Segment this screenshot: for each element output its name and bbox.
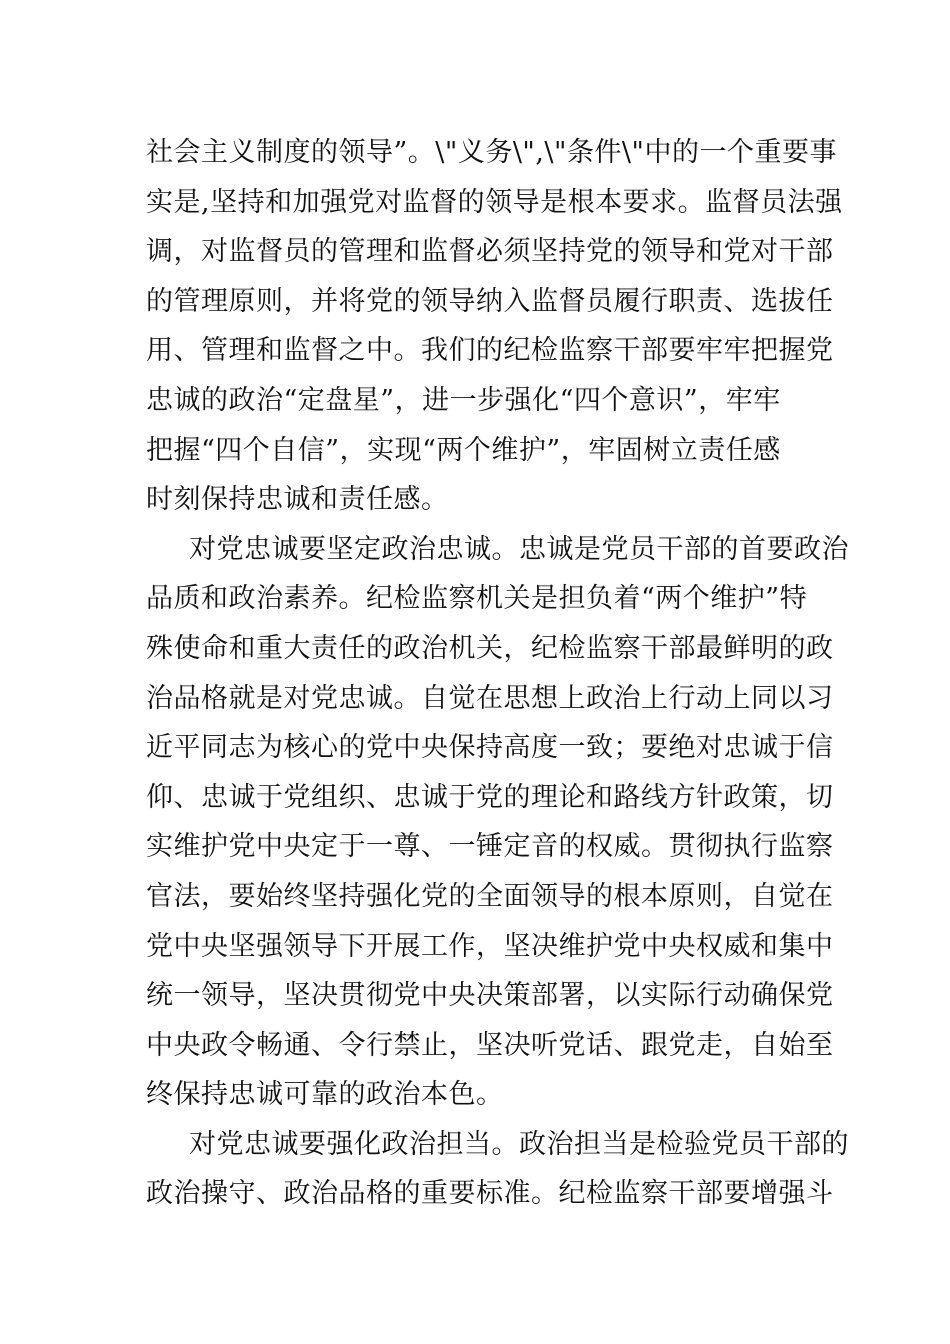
document-body <box>146 128 849 1219</box>
text-line: 统一领导，坚决贯彻党中央决策部署，以实际行动确保党 <box>146 980 834 1012</box>
text-line: 政治操守、政治品格的重要标准。纪检监察干部要增强斗 <box>146 1178 834 1210</box>
text-line: 近平同志为核心的党中央保持高度一致；要绝对忠诚于信 <box>146 732 834 764</box>
text-line: 调，对监督员的管理和监督必须坚持党的领导和党对干部 <box>146 236 834 268</box>
text-line: 官法，要始终坚持强化党的全面领导的根本原则，自觉在 <box>146 880 834 912</box>
text-line: 实维护党中央定于一尊、一锤定音的权威。贯彻执行监察 <box>146 831 834 863</box>
text-line: 时刻保持忠诚和责任感。 <box>146 484 449 516</box>
text-line: 对党忠诚要强化政治担当。政治担当是检验党员干部的 <box>189 1128 849 1160</box>
text-line: 社会主义制度的领导”。\"义务\",\"条件\"中的一个重要事 <box>146 137 837 168</box>
paragraph <box>146 128 843 525</box>
text-line: 中央政令畅通、令行禁止，坚决听党话、跟党走，自始至 <box>146 1029 834 1061</box>
paragraph <box>146 1120 849 1219</box>
text-line: 实是,坚持和加强党对监督的领导是根本要求。监督员法强 <box>146 186 843 218</box>
text-line: 把握“四个自信”，实现“两个维护”，牢固树立责任感 <box>146 434 781 466</box>
text-line: 仰、忠诚于党组织、忠诚于党的理论和路线方针政策，切 <box>146 781 834 813</box>
text-line: 的管理原则，并将党的领导纳入监督员履行职责、选拔任 <box>146 285 834 317</box>
text-line: 对党忠诚要坚定政治忠诚。忠诚是党员干部的首要政治 <box>189 533 849 565</box>
paragraph <box>146 525 849 1120</box>
text-line: 忠诚的政治“定盘星”，进一步强化“四个意识”，牢牢 <box>146 384 781 416</box>
text-line: 终保持忠诚可靠的政治本色。 <box>146 1079 504 1111</box>
text-line: 品质和政治素养。纪检监察机关是担负着“两个维护”特 <box>146 583 808 615</box>
text-line: 治品格就是对党忠诚。自觉在思想上政治上行动上同以习 <box>146 682 834 714</box>
text-line: 殊使命和重大责任的政治机关，纪检监察干部最鲜明的政 <box>146 632 834 664</box>
text-line: 党中央坚强领导下开展工作，坚决维护党中央权威和集中 <box>146 930 834 962</box>
text-line: 用、管理和监督之中。我们的纪检监察干部要牢牢把握党 <box>146 335 834 367</box>
